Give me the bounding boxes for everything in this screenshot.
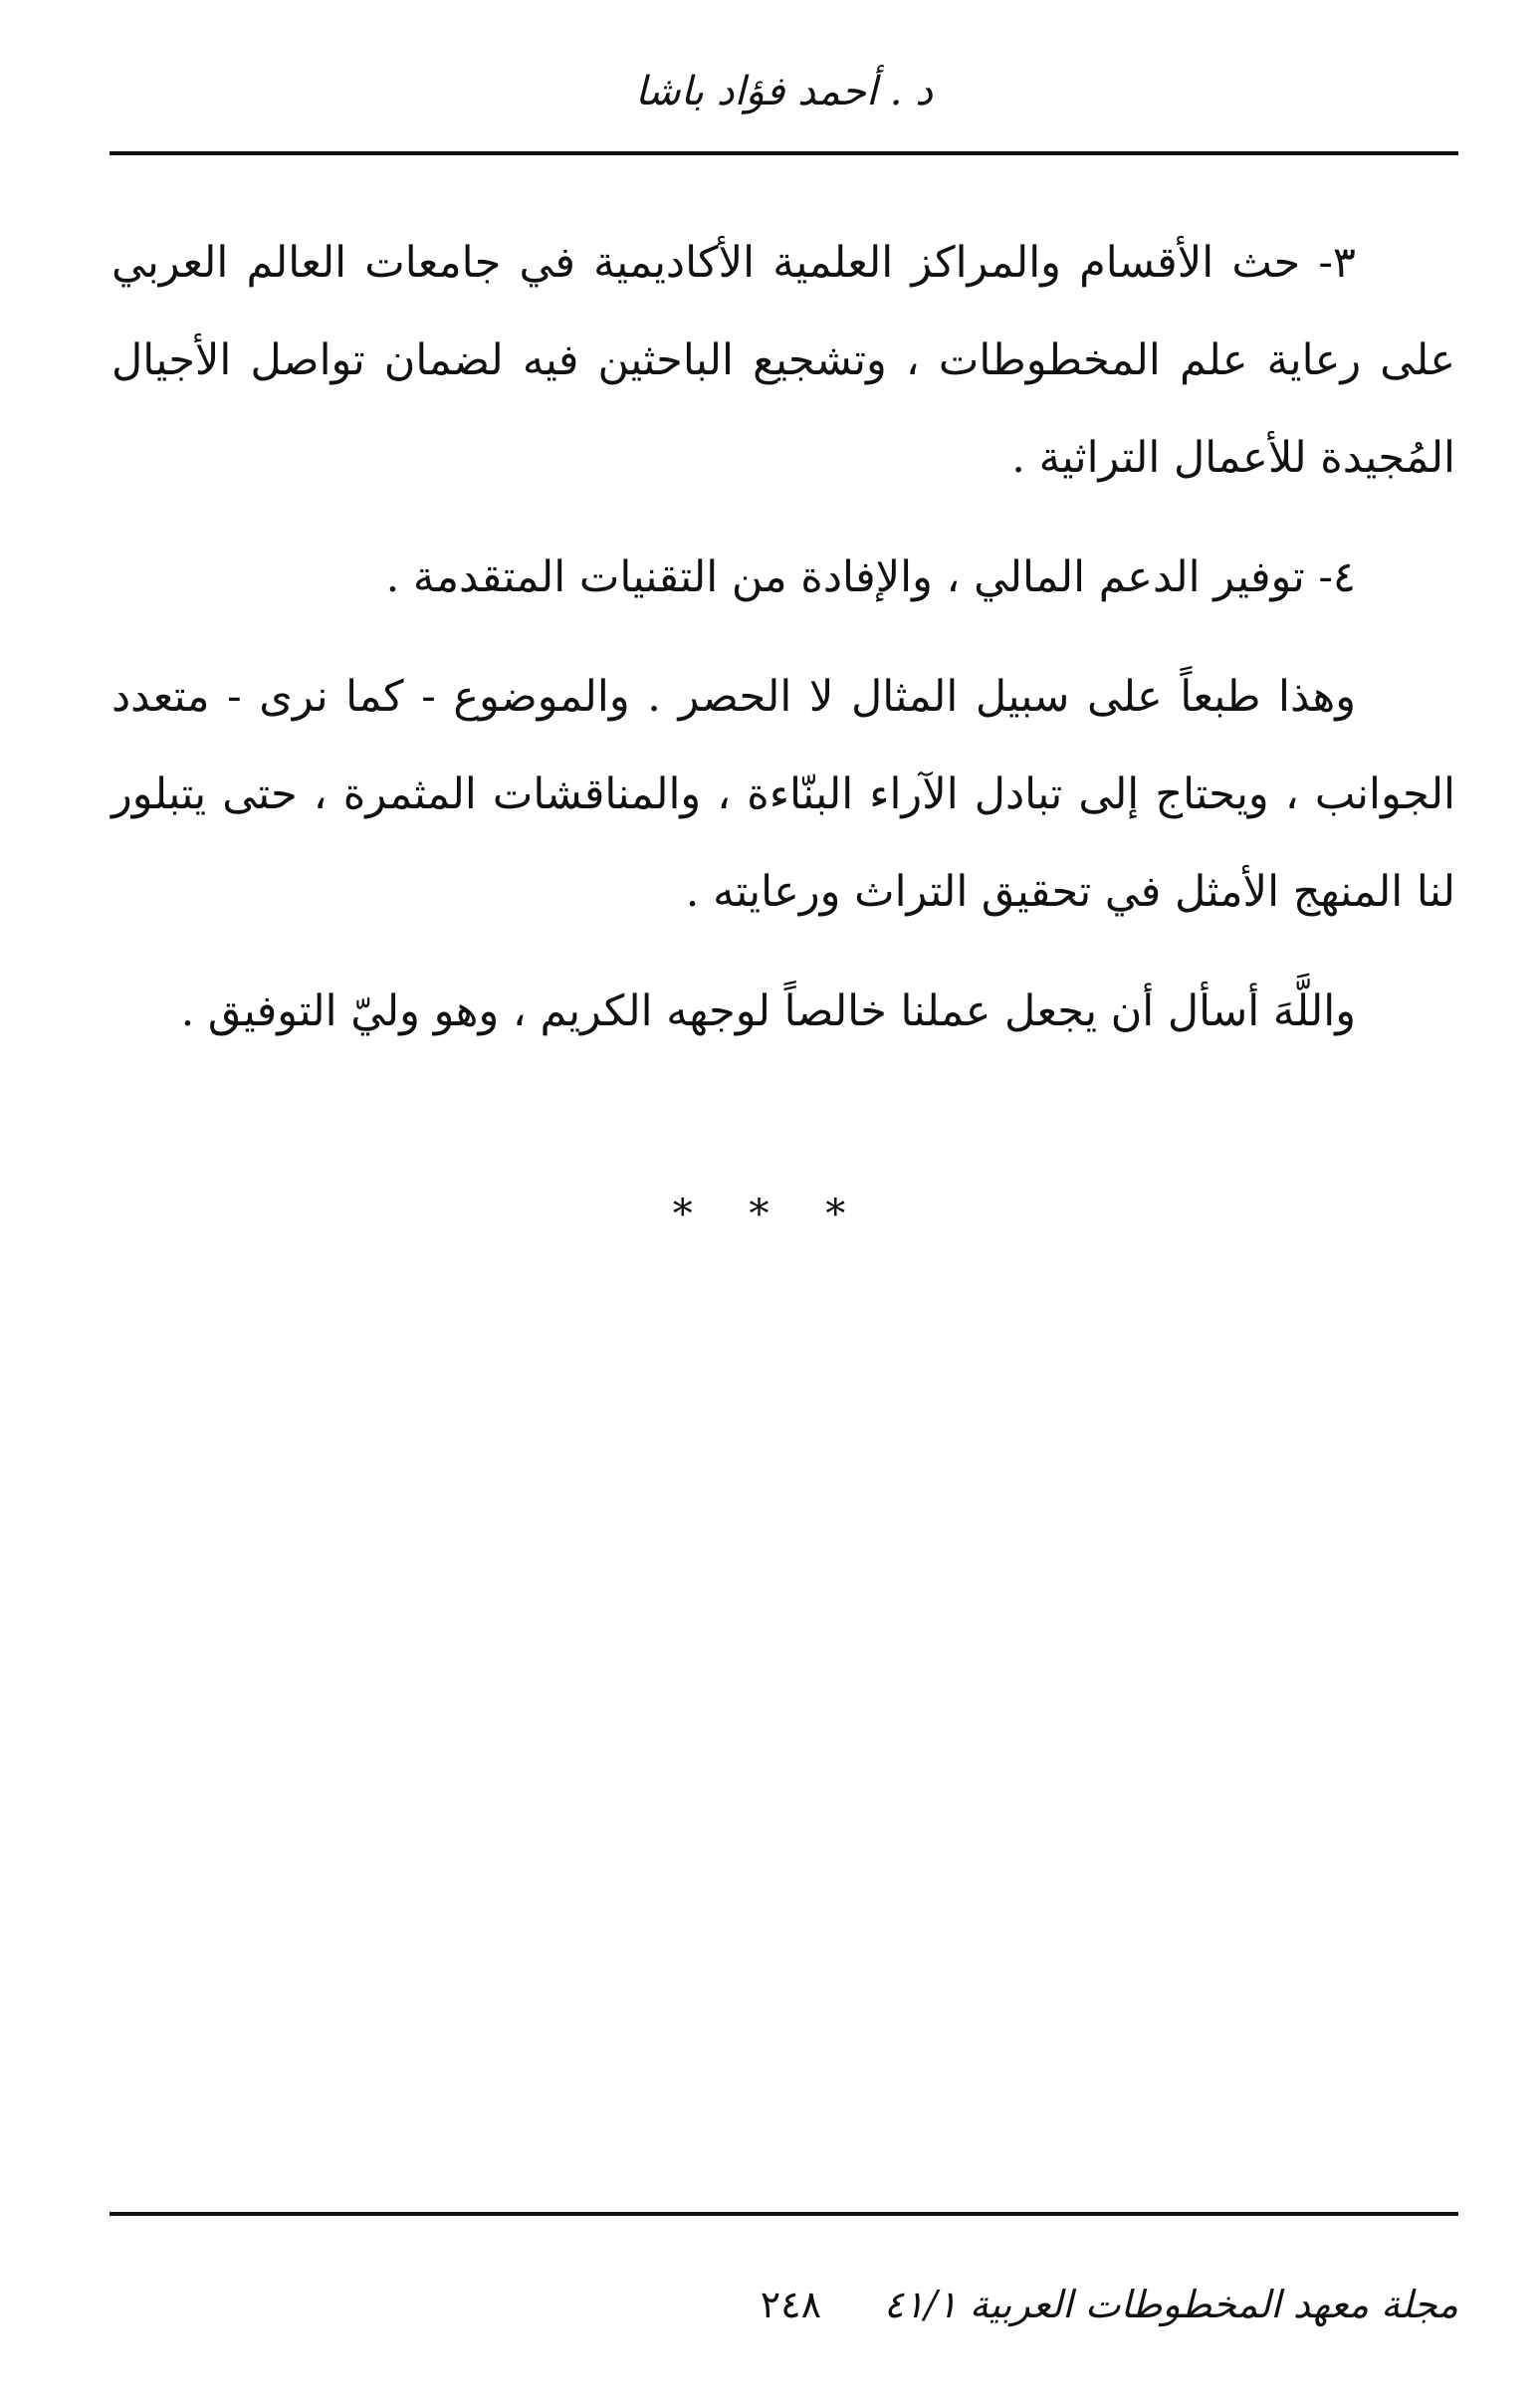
body-text <box>111 214 1455 1082</box>
running-head: د . أحمد فؤاد باشا <box>634 69 934 114</box>
paragraph-item-4: ٤- توفير الدعم المالي ، والإفادة من التقنيات المتقدمة . <box>385 552 1356 602</box>
journal-citation: مجلة معهد المخطوطات العربية ٤١/١ <box>883 2283 1458 2326</box>
footer-rule <box>110 2212 1458 2216</box>
header-rule <box>110 151 1458 155</box>
paragraph-closing-prayer: واللَّهَ أسأل أن يجعل عملنا خالصاً لوجهه الكريم ، وهو وليّ التوفيق . <box>180 986 1356 1036</box>
page-number: ٢٤٨ <box>760 2283 821 2326</box>
page-footer <box>110 2270 1458 2339</box>
paragraph-conclusion: وهذا طبعاً على سبيل المثال لا الحصر . والموضوع - كما نرى - متعدد الجوانب ، ويحتاج إلى تبادل الآراء البنّاءة ، والمناقشات المثمرة ، حتى يتبلور لنا المنهج الأمثل في تحقيق التراث ورعايته . <box>111 672 1455 917</box>
section-separator: * * * <box>672 1192 868 1237</box>
paragraph-item-3: ٣- حث الأقسام والمراكز العلمية الأكاديمية في جامعات العالم العربي على رعاية علم المخطوطات ، وتشجيع الباحثين فيه لضمان تواصل الأجيال المُجيدة للأعمال التراثية . <box>111 238 1455 483</box>
